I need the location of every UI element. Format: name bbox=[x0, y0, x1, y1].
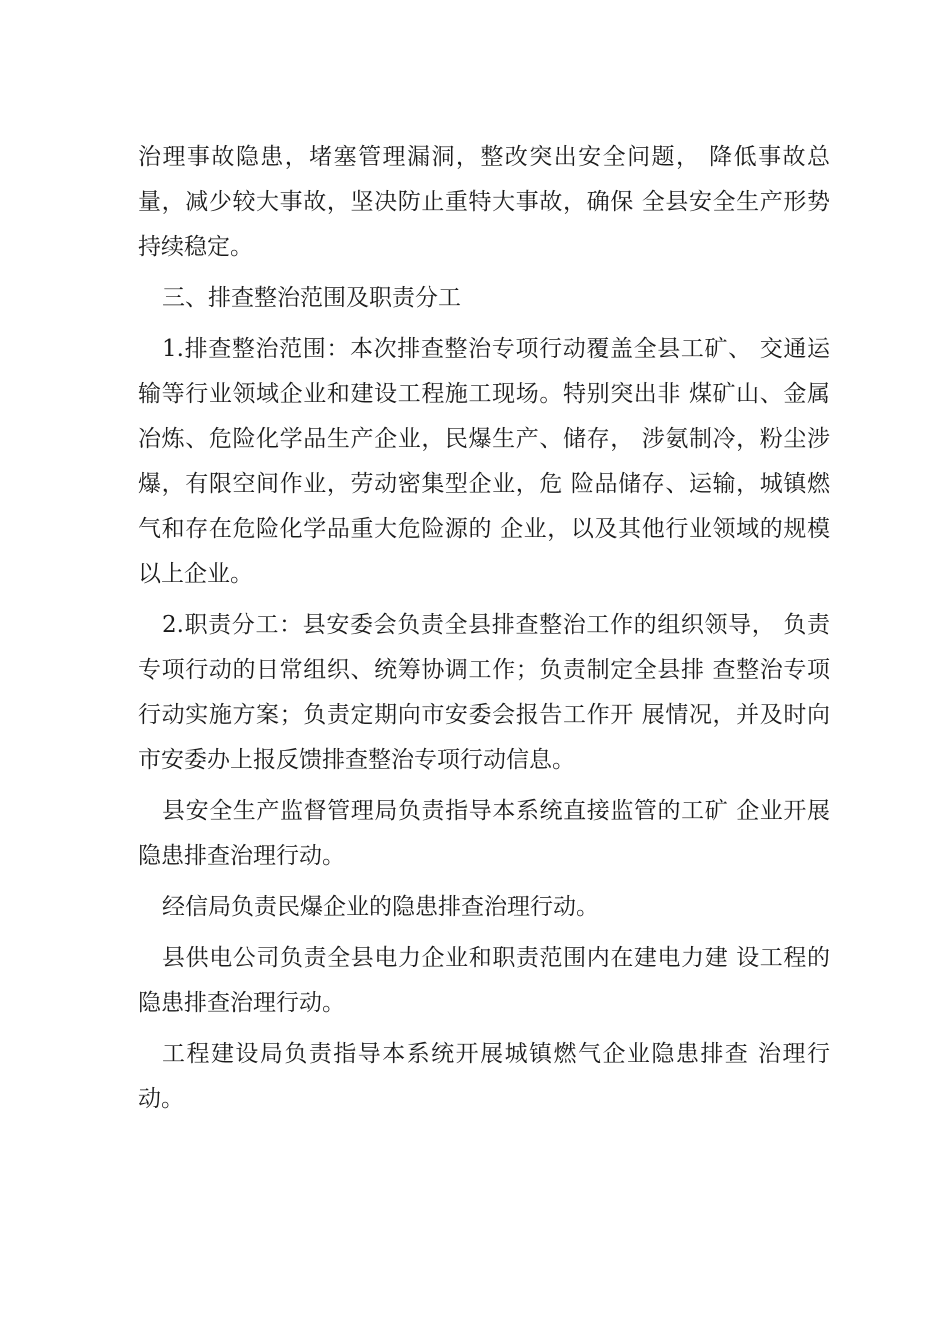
paragraph-responsibilities: 2.职责分工：县安委会负责全县排查整治工作的组织领导， 负责专项行动的日常组织、统筹协调工作；负责制定全县排 查整治专项行动实施方案；负责定期向市安委会报告工作开 展情况，并及时向市安委办上报反馈排查整治专项行动信息。 bbox=[138, 612, 830, 773]
paragraph-safety-bureau: 县安全生产监督管理局负责指导本系统直接监管的工矿 企业开展隐患排查治理行动。 bbox=[138, 798, 830, 869]
paragraph-power-company: 县供电公司负责全县电力企业和职责范围内在建电力建 设工程的隐患排查治理行动。 bbox=[138, 945, 830, 1016]
section-heading: 三、排查整治范围及职责分工 bbox=[162, 285, 461, 311]
paragraph-economic-bureau: 经信局负责民爆企业的隐患排查治理行动。 bbox=[162, 894, 599, 920]
paragraph-scope: 1.排查整治范围：本次排查整治专项行动覆盖全县工矿、 交通运输等行业领域企业和建设工程施工现场。特别突出非 煤矿山、金属冶炼、危险化学品生产企业，民爆生产、储存， 涉氨制冷，粉尘涉爆，有限空间作业，劳动密集型企业，危 险品储存、运输，城镇燃气和存在危险化学品重大危险源的 企业，以及其他行业领域的规模以上企业。 bbox=[138, 336, 830, 587]
paragraph-intro-continuation: 治理事故隐患，堵塞管理漏洞，整改突出安全问题， 降低事故总量，减少较大事故，坚决防止重特大事故，确保 全县安全生产形势持续稳定。 bbox=[138, 144, 830, 260]
paragraph-construction-bureau: 工程建设局负责指导本系统开展城镇燃气企业隐患排查 治理行动。 bbox=[138, 1041, 830, 1112]
document-body bbox=[138, 135, 830, 1128]
